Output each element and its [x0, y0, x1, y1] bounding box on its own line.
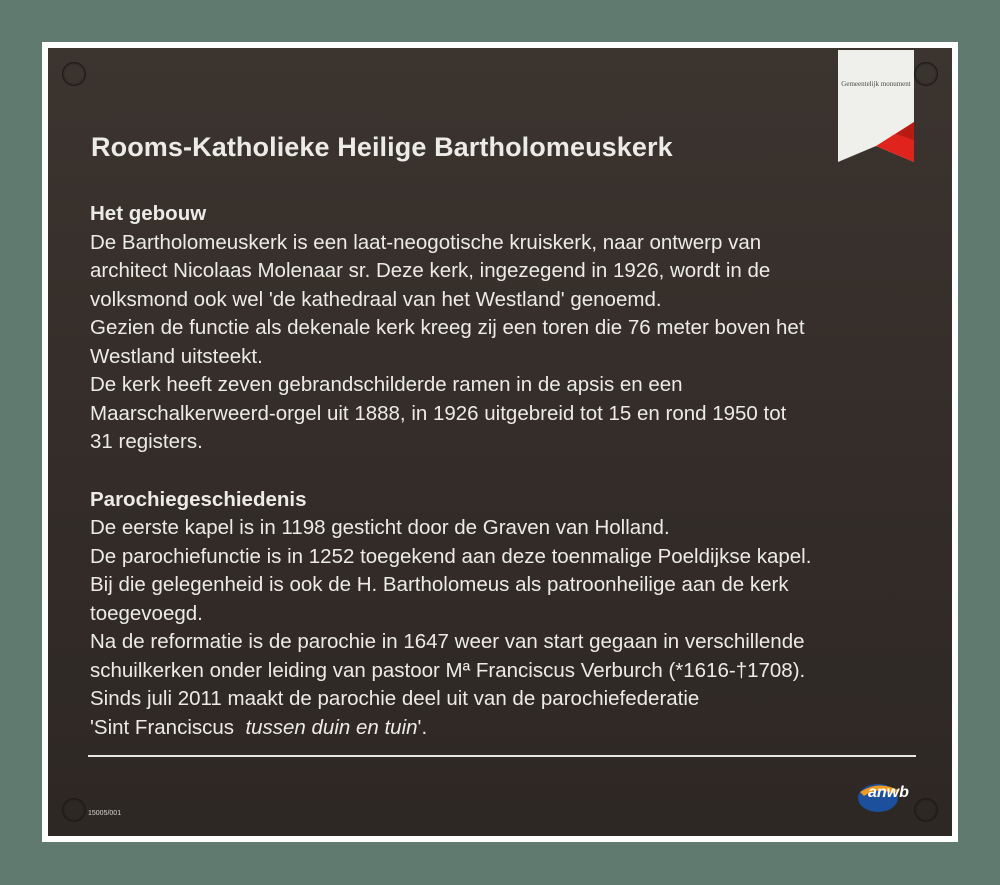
divider-line — [88, 755, 916, 757]
section-heading-building: Het gebouw — [90, 202, 207, 225]
monument-badge — [838, 50, 914, 162]
body-line: De eerste kapel is in 1198 gesticht door de Graven van Holland. — [90, 516, 670, 539]
body-line: Westland uitsteekt. — [90, 344, 263, 368]
body-line: Na de reformatie is de parochie in 1647 weer van start gegaan in verschillende — [90, 630, 805, 653]
body-line: 31 registers. — [90, 430, 203, 453]
body-line: De kerk heeft zeven gebrandschilderde ramen in de apsis en een — [90, 373, 683, 396]
body-line: Maarschalkerweerd-orgel uit 1888, in 1926 uitgebreid tot 15 en rond 1950 tot — [90, 401, 787, 425]
body-line: toegevoegd. — [90, 601, 203, 625]
plaque-code: 15005/001 — [88, 810, 122, 817]
body-line: De parochiefunctie is in 1252 toegekend aan deze toenmalige Poeldijkse kapel. — [90, 544, 812, 568]
body-line: De Bartholomeuskerk is een laat-neogotische kruiskerk, naar ontwerp van — [90, 230, 762, 254]
body-line: Gezien de functie als dekenale kerk kreeg zij een toren die 76 meter boven het — [90, 316, 805, 339]
body-line: Sinds juli 2011 maakt de parochie deel uit van de parochiefederatie — [90, 687, 700, 710]
monument-badge-text: Gemeentelijk monument — [841, 80, 911, 88]
plaque-title: Rooms-Katholieke Heilige Bartholomeuskerk — [91, 132, 673, 162]
plaque-body — [90, 200, 920, 742]
body-line: volksmond ook wel 'de kathedraal van het Westland' genoemd. — [90, 287, 662, 311]
body-line: Bij die gelegenheid is ook de H. Bartholomeus als patroonheilige aan de kerk — [90, 573, 789, 596]
last-line-start: 'Sint Franciscus — [90, 715, 246, 739]
last-line-end: '. — [417, 715, 428, 739]
body-line-last — [90, 714, 920, 743]
screw-hole — [62, 62, 86, 86]
anwb-logo — [854, 778, 918, 814]
information-plaque — [48, 48, 952, 836]
monument-badge-icon — [838, 50, 914, 162]
section-heading-parish-history: Parochiegeschiedenis — [90, 487, 307, 511]
body-line: schuilkerken onder leiding van pastoor Mª Franciscus Verburch (*1616-†1708). — [90, 658, 806, 682]
section-gap — [90, 457, 920, 486]
screw-hole — [62, 798, 86, 822]
screw-hole — [914, 62, 938, 86]
anwb-logo-text: anwb — [868, 784, 909, 801]
body-line: architect Nicolaas Molenaar sr. Deze kerk, ingezegend in 1926, wordt in de — [90, 259, 771, 282]
last-line-italic: tussen duin en tuin — [245, 715, 418, 739]
